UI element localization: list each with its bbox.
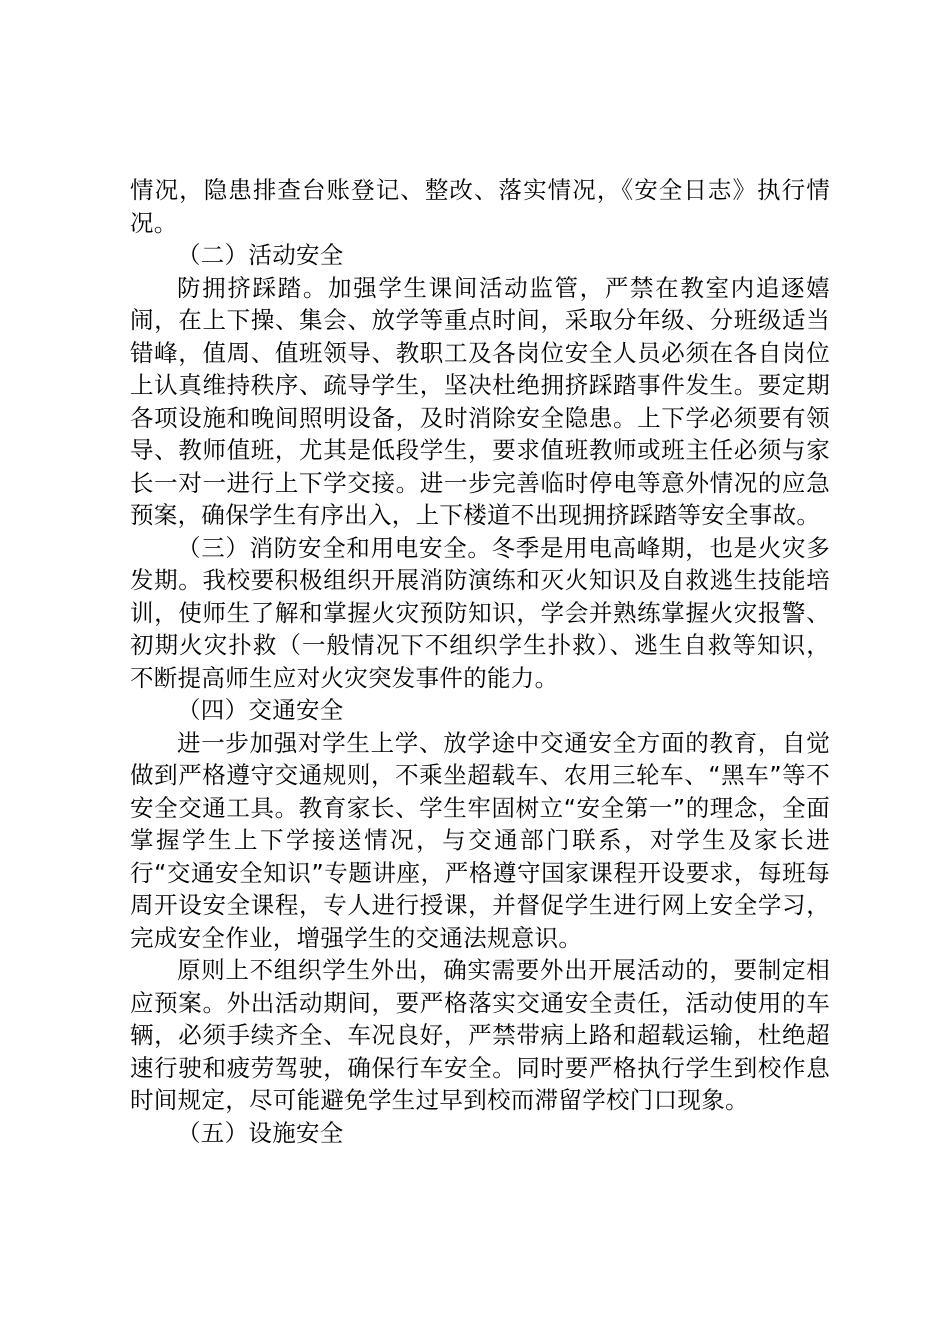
paragraph-traffic-education: 进一步加强对学生上学、放学途中交通安全方面的教育，自觉做到严格遵守交通规则，不乘坐超载车、农用三轮车、“黑车”等不安全交通工具。教育家长、学生牢固树立“安全第一”的理念，全面掌握学生上下学接送情况，与交通部门联系，对学生及家长进行“交通安全知识”专题讲座，严格遵守国家课程开设要求，每班每周开设安全课程，专人进行授课，并督促学生进行网上安全学习，完成安全作业，增强学生的交通法规意识。 [130,728,830,952]
paragraph-fire-electric-safety: （三）消防安全和用电安全。冬季是用电高峰期，也是火灾多发期。我校要积极组织开展消防演练和灭火知识及自救逃生技能培训，使师生了解和掌握火灾预防知识，学会并熟练掌握火灾报警、初期火灾扑救（一般情况下不组织学生扑救）、逃生自救等知识，不断提高师生应对火灾突发事件的能力。 [130,533,830,692]
paragraph-outing-rules: 原则上不组织学生外出，确实需要外出开展活动的，要制定相应预案。外出活动期间，要严格落实交通安全责任，活动使用的车辆，必须手续齐全、车况良好，严禁带病上路和超载运输，杜绝超速行驶和疲劳驾驶，确保行车安全。同时要严格执行学生到校作息时间规定，尽可能避免学生过早到校而滞留学校门口现象。 [130,956,830,1114]
section-heading-activity-safety: （二）活动安全 [177,241,344,269]
paragraph-continuation: 情况，隐患排查台账登记、整改、落实情况，《安全日志》执行情况。 [130,176,830,237]
section-heading-traffic-safety: （四）交通安全 [177,696,344,724]
document-body [130,174,830,1149]
section-heading-facility-safety: （五）设施安全 [177,1118,344,1147]
paragraph-stampede-prevention: 防拥挤踩踏。加强学生课间活动监管，严禁在教室内追逐嬉闹，在上下操、集会、放学等重点时间，采取分年级、分班级适当错峰，值周、值班领导、教职工及各岗位安全人员必须在各自岗位上认真维持秩序、疏导学生，坚决杜绝拥挤踩踏事件发生。要定期各项设施和晚间照明设备，及时消除安全隐患。上下学必须要有领导、教师值班，尤其是低段学生，要求值班教师或班主任必须与家长一对一进行上下学交接。进一步完善临时停电等意外情况的应急预案，确保学生有序出入，上下楼道不出现拥挤踩踏等安全事故。 [130,273,830,529]
